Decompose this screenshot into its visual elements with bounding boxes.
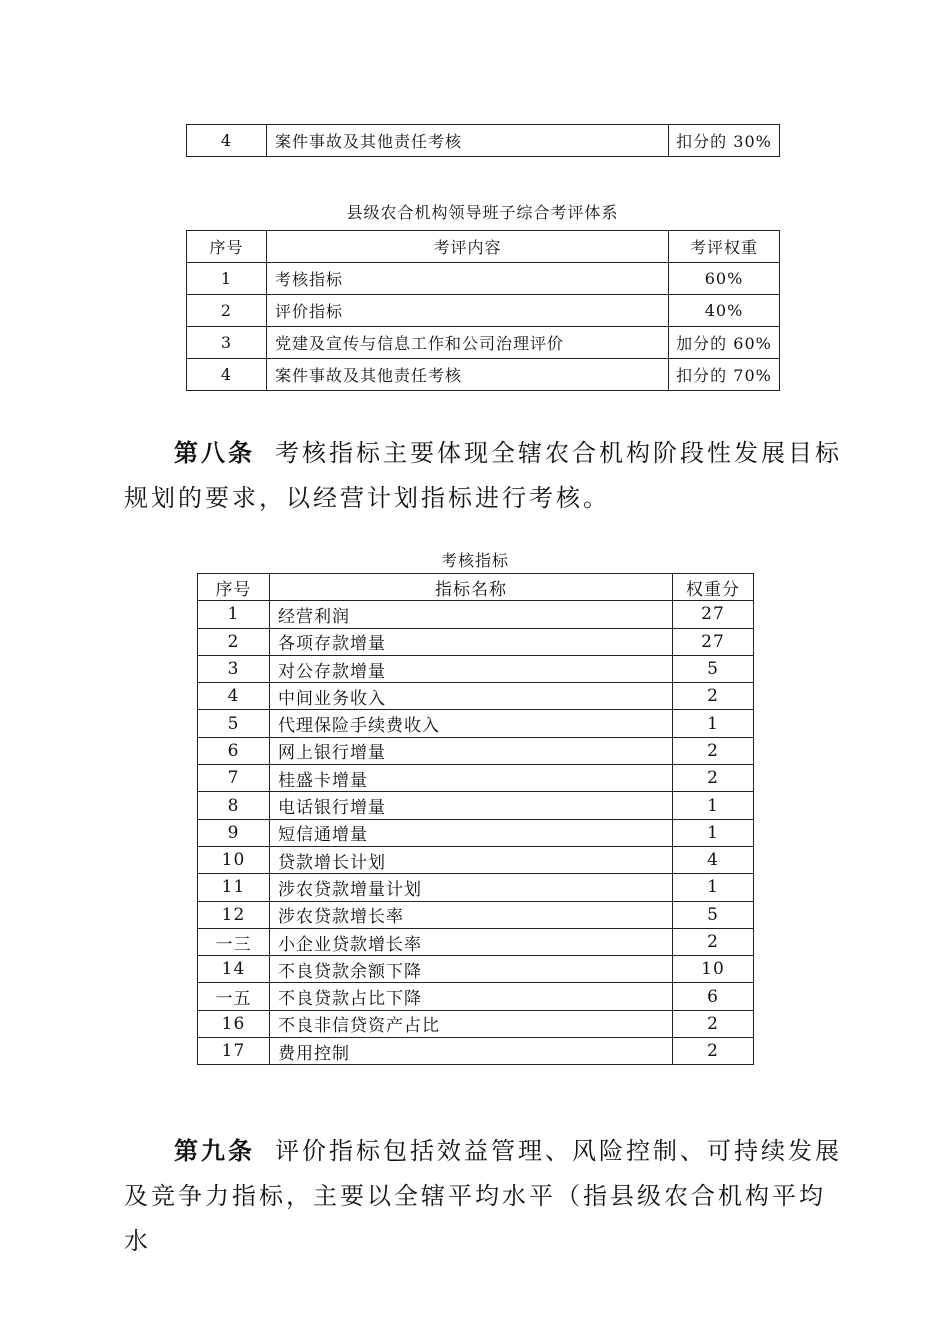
row-name: 短信通增量	[270, 819, 673, 846]
row-name: 不良非信贷资产占比	[270, 1010, 673, 1037]
row-name: 电话银行增量	[270, 792, 673, 819]
row-score: 1	[673, 874, 754, 901]
row-score: 1	[673, 710, 754, 737]
article-8-heading: 第八条	[174, 438, 255, 467]
row-number: 1	[198, 601, 270, 628]
article-8-paragraph	[124, 430, 844, 521]
table-row	[198, 1038, 754, 1065]
row-number: 4	[187, 125, 267, 157]
row-name: 对公存款增量	[270, 655, 673, 682]
header-number: 序号	[198, 574, 270, 601]
article-8-line-1: 考核指标主要体现全辖农合机构阶段性发展目标	[275, 439, 842, 467]
county-evaluation-table	[186, 230, 780, 391]
row-number: 1	[187, 263, 267, 295]
row-score: 2	[673, 1010, 754, 1037]
row-number: 2	[187, 295, 267, 327]
row-number: 2	[198, 628, 270, 655]
table-row	[187, 295, 780, 327]
row-number: 11	[198, 874, 270, 901]
article-9-line-1: 评价指标包括效益管理、风险控制、可持续发展	[275, 1137, 842, 1165]
row-weight: 扣分的 30%	[669, 125, 780, 157]
top-table	[186, 124, 780, 157]
table-header-row	[198, 574, 754, 601]
table-row	[187, 125, 780, 157]
row-score: 5	[673, 901, 754, 928]
table-row	[198, 737, 754, 764]
row-name: 经营利润	[270, 601, 673, 628]
header-weight: 考评权重	[669, 231, 780, 263]
row-score: 2	[673, 928, 754, 955]
row-score: 5	[673, 655, 754, 682]
row-name: 涉农贷款增量计划	[270, 874, 673, 901]
table-row	[187, 359, 780, 391]
table-row	[198, 710, 754, 737]
table-header-row	[187, 231, 780, 263]
table-row	[198, 765, 754, 792]
row-name: 不良贷款余额下降	[270, 956, 673, 983]
row-content: 评价指标	[267, 295, 669, 327]
header-score: 权重分	[673, 574, 754, 601]
header-number: 序号	[187, 231, 267, 263]
row-number: 8	[198, 792, 270, 819]
article-9-paragraph	[124, 1128, 844, 1264]
table-row	[198, 901, 754, 928]
county-table-caption: 县级农合机构领导班子综合考评体系	[346, 203, 619, 222]
row-name: 各项存款增量	[270, 628, 673, 655]
row-name: 贷款增长计划	[270, 846, 673, 873]
row-number: 16	[198, 1010, 270, 1037]
row-name: 代理保险手续费收入	[270, 710, 673, 737]
row-score: 2	[673, 1038, 754, 1065]
row-score: 10	[673, 956, 754, 983]
article-8-line-2: 规划的要求，以经营计划指标进行考核。	[124, 484, 610, 512]
row-content: 考核指标	[267, 263, 669, 295]
kpi-table	[197, 573, 754, 1065]
row-number: 12	[198, 901, 270, 928]
table-row	[187, 327, 780, 359]
row-score: 27	[673, 601, 754, 628]
row-name: 小企业贷款增长率	[270, 928, 673, 955]
article-9-heading: 第九条	[174, 1136, 255, 1165]
row-number: 14	[198, 956, 270, 983]
table-row	[198, 956, 754, 983]
table-row	[198, 819, 754, 846]
table-row	[198, 928, 754, 955]
row-number: 4	[187, 359, 267, 391]
table-row	[198, 683, 754, 710]
row-number: 7	[198, 765, 270, 792]
row-content: 案件事故及其他责任考核	[267, 359, 669, 391]
row-number: 5	[198, 710, 270, 737]
kpi-table-body	[198, 601, 754, 1065]
table-row	[198, 628, 754, 655]
row-name: 费用控制	[270, 1038, 673, 1065]
row-score: 2	[673, 683, 754, 710]
row-number: 3	[187, 327, 267, 359]
table-row	[198, 983, 754, 1010]
table-row	[187, 263, 780, 295]
row-weight: 扣分的 70%	[669, 359, 780, 391]
row-name: 网上银行增量	[270, 737, 673, 764]
row-score: 27	[673, 628, 754, 655]
row-number: 4	[198, 683, 270, 710]
row-score: 2	[673, 765, 754, 792]
table-row	[198, 846, 754, 873]
row-number: 6	[198, 737, 270, 764]
row-number: 一五	[198, 983, 270, 1010]
row-score: 4	[673, 846, 754, 873]
row-number: 一三	[198, 928, 270, 955]
header-name: 指标名称	[270, 574, 673, 601]
row-name: 涉农贷款增长率	[270, 901, 673, 928]
table-row	[198, 655, 754, 682]
row-score: 2	[673, 737, 754, 764]
row-score: 1	[673, 819, 754, 846]
row-content: 案件事故及其他责任考核	[267, 125, 669, 157]
row-name: 不良贷款占比下降	[270, 983, 673, 1010]
row-number: 9	[198, 819, 270, 846]
table-row	[198, 792, 754, 819]
row-number: 17	[198, 1038, 270, 1065]
article-9-line-2: 及竞争力指标，主要以全辖平均水平（指县级农合机构平均水	[124, 1182, 826, 1255]
row-score: 6	[673, 983, 754, 1010]
row-weight: 40%	[669, 295, 780, 327]
header-content: 考评内容	[267, 231, 669, 263]
table-row	[198, 1010, 754, 1037]
row-name: 中间业务收入	[270, 683, 673, 710]
row-content: 党建及宣传与信息工作和公司治理评价	[267, 327, 669, 359]
row-score: 1	[673, 792, 754, 819]
kpi-table-caption: 考核指标	[440, 551, 509, 570]
table-row	[198, 601, 754, 628]
row-number: 10	[198, 846, 270, 873]
table-row	[198, 874, 754, 901]
row-number: 3	[198, 655, 270, 682]
row-weight: 60%	[669, 263, 780, 295]
row-name: 桂盛卡增量	[270, 765, 673, 792]
row-weight: 加分的 60%	[669, 327, 780, 359]
